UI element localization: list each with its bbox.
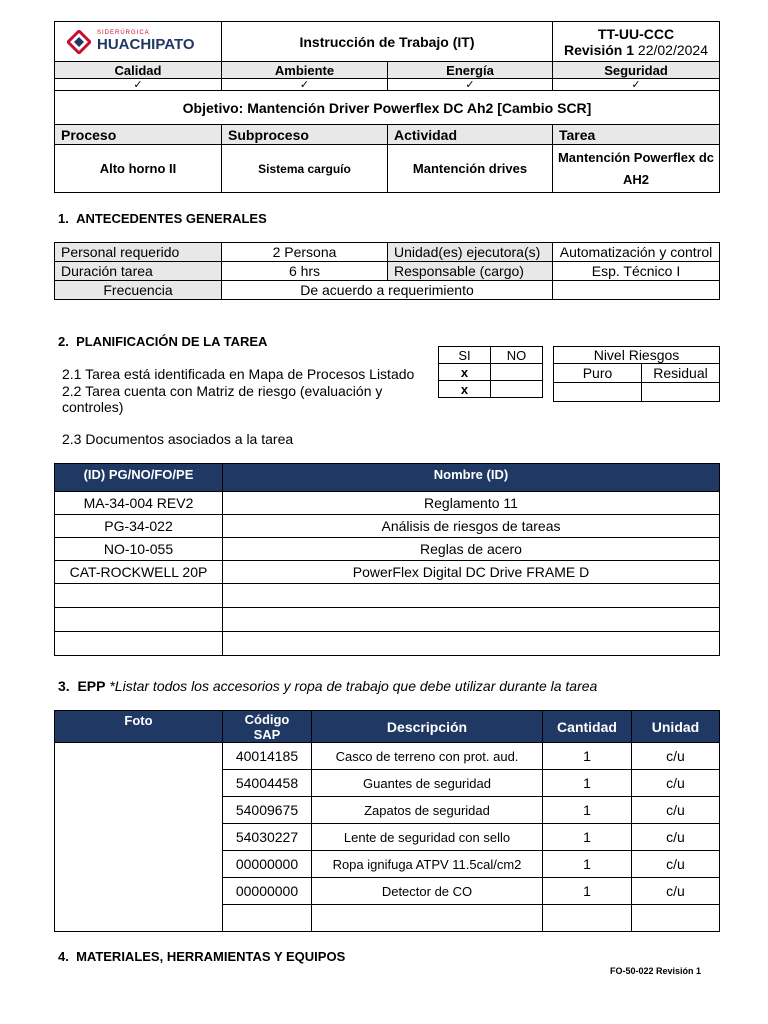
residual-header: Residual <box>642 364 720 383</box>
epp-description: Lente de seguridad con sello <box>312 824 543 851</box>
nivel-riesgos-table <box>553 346 720 402</box>
doc-id: CAT-ROCKWELL 20P <box>55 561 223 584</box>
si-mark-2-2: x <box>439 381 491 398</box>
check-ambiente: ✓ <box>222 79 388 91</box>
logo-cell <box>55 22 222 62</box>
epp-code: 54009675 <box>223 797 312 824</box>
epp-header-cantidad: Cantidad <box>543 711 632 743</box>
no-cell-2-2 <box>491 381 543 398</box>
epp-code: 54004458 <box>223 770 312 797</box>
doc-name: Reglas de acero <box>223 538 720 561</box>
objective: Objetivo: Mantención Driver Powerflex DC Ah2 [Cambio SCR] <box>55 91 720 125</box>
header-table <box>54 21 720 193</box>
epp-description: Guantes de seguridad <box>312 770 543 797</box>
epp-code: 00000000 <box>223 878 312 905</box>
doc-name: Reglamento 11 <box>223 492 720 515</box>
label-subproceso: Subproceso <box>222 125 388 145</box>
duracion-label: Duración tarea <box>55 262 222 281</box>
logo-name: HUACHIPATO <box>97 36 195 53</box>
doc-id <box>55 632 223 656</box>
value-proceso: Alto horno II <box>55 145 222 193</box>
personal-label: Personal requerido <box>55 243 222 262</box>
docs-header-name: Nombre (ID) <box>223 464 720 492</box>
doc-id <box>55 584 223 608</box>
epp-code <box>223 905 312 932</box>
doc-name <box>223 584 720 608</box>
epp-unit: c/u <box>632 824 720 851</box>
epp-unit: c/u <box>632 851 720 878</box>
epp-description: Casco de terreno con prot. aud. <box>312 743 543 770</box>
epp-header-foto: Foto <box>55 711 223 743</box>
unidad-value: Automatización y control <box>553 243 720 262</box>
category-seguridad: Seguridad <box>553 62 720 79</box>
epp-header-codigo: Código SAP <box>223 711 312 743</box>
epp-quantity: 1 <box>543 851 632 878</box>
value-subproceso: Sistema carguío <box>222 145 388 193</box>
epp-unit: c/u <box>632 743 720 770</box>
label-tarea: Tarea <box>553 125 720 145</box>
item-2-1: 2.1 Tarea está identificada en Mapa de Procesos Listado <box>62 366 415 382</box>
frecuencia-label: Frecuencia <box>55 281 222 300</box>
category-energia: Energía <box>388 62 553 79</box>
puro-header: Puro <box>554 364 642 383</box>
logo-tagline: SIDERÚRGICA <box>97 30 150 36</box>
epp-table <box>54 710 720 932</box>
document-code: TT-UU-CCC <box>597 25 675 42</box>
check-calidad: ✓ <box>55 79 222 91</box>
epp-code: 40014185 <box>223 743 312 770</box>
huachipato-logo-icon <box>67 30 91 54</box>
si-no-table <box>438 346 543 398</box>
epp-quantity <box>543 905 632 932</box>
epp-quantity: 1 <box>543 797 632 824</box>
footer-code: FO-50-022 Revisión 1 <box>610 966 702 976</box>
epp-quantity: 1 <box>543 878 632 905</box>
section2-title: 2. PLANIFICACIÓN DE LA TAREA <box>58 334 268 349</box>
label-actividad: Actividad <box>388 125 553 145</box>
doc-name <box>223 608 720 632</box>
epp-header-descripcion: Descripción <box>312 711 543 743</box>
check-energia: ✓ <box>388 79 553 91</box>
section4-title: 4. MATERIALES, HERRAMIENTAS Y EQUIPOS <box>58 949 346 964</box>
section3-title-num: 3. EPP <box>58 678 106 694</box>
no-cell-2-1 <box>491 364 543 381</box>
epp-description: Ropa ignifuga ATPV 11.5cal/cm2 <box>312 851 543 878</box>
doc-id: PG-34-022 <box>55 515 223 538</box>
si-header: SI <box>439 347 491 364</box>
doc-name <box>223 632 720 656</box>
duracion-value: 6 hrs <box>222 262 388 281</box>
doc-id <box>55 608 223 632</box>
responsable-value: Esp. Técnico I <box>553 262 720 281</box>
epp-code: 00000000 <box>223 851 312 878</box>
unidad-label: Unidad(es) ejecutora(s) <box>388 243 553 262</box>
frecuencia-value: De acuerdo a requerimiento <box>222 281 553 300</box>
epp-quantity: 1 <box>543 770 632 797</box>
epp-unit <box>632 905 720 932</box>
section3-title <box>58 678 597 694</box>
revision-date: 22/02/2024 <box>637 41 708 58</box>
revision-label: Revisión 1 <box>564 41 635 58</box>
value-tarea: Mantención Powerflex dc AH2 <box>553 145 720 193</box>
epp-description: Zapatos de seguridad <box>312 797 543 824</box>
personal-value: 2 Persona <box>222 243 388 262</box>
docs-table <box>54 463 720 656</box>
doc-id: MA-34-004 REV2 <box>55 492 223 515</box>
item-2-2: 2.2 Tarea cuenta con Matriz de riesgo (evaluación y controles) <box>62 383 383 415</box>
label-proceso: Proceso <box>55 125 222 145</box>
epp-code: 54030227 <box>223 824 312 851</box>
check-seguridad: ✓ <box>553 79 720 91</box>
section3-note: *Listar todos los accesorios y ropa de trabajo que debe utilizar durante la tarea <box>109 678 598 694</box>
document-code-cell <box>553 22 720 62</box>
category-ambiente: Ambiente <box>222 62 388 79</box>
docs-label: 2.3 Documentos asociados a la tarea <box>62 431 294 447</box>
document-title: Instrucción de Trabajo (IT) <box>222 22 553 62</box>
epp-photo-cell <box>55 743 223 932</box>
responsable-label: Responsable (cargo) <box>388 262 553 281</box>
epp-quantity: 1 <box>543 824 632 851</box>
docs-header-id: (ID) PG/NO/FO/PE <box>55 464 223 492</box>
epp-description <box>312 905 543 932</box>
epp-header-unidad: Unidad <box>632 711 720 743</box>
doc-name: Análisis de riesgos de tareas <box>223 515 720 538</box>
residual-value <box>642 383 720 402</box>
nivel-riesgos-header: Nivel Riesgos <box>554 347 720 364</box>
value-actividad: Mantención drives <box>388 145 553 193</box>
section1-title: 1. ANTECEDENTES GENERALES <box>58 211 267 226</box>
doc-id: NO-10-055 <box>55 538 223 561</box>
doc-name: PowerFlex Digital DC Drive FRAME D <box>223 561 720 584</box>
epp-description: Detector de CO <box>312 878 543 905</box>
si-mark-2-1: x <box>439 364 491 381</box>
category-calidad: Calidad <box>55 62 222 79</box>
epp-unit: c/u <box>632 797 720 824</box>
epp-unit: c/u <box>632 878 720 905</box>
frecuencia-extra <box>553 281 720 300</box>
no-header: NO <box>491 347 543 364</box>
puro-value <box>554 383 642 402</box>
antecedentes-table <box>54 242 720 300</box>
epp-unit: c/u <box>632 770 720 797</box>
epp-quantity: 1 <box>543 743 632 770</box>
